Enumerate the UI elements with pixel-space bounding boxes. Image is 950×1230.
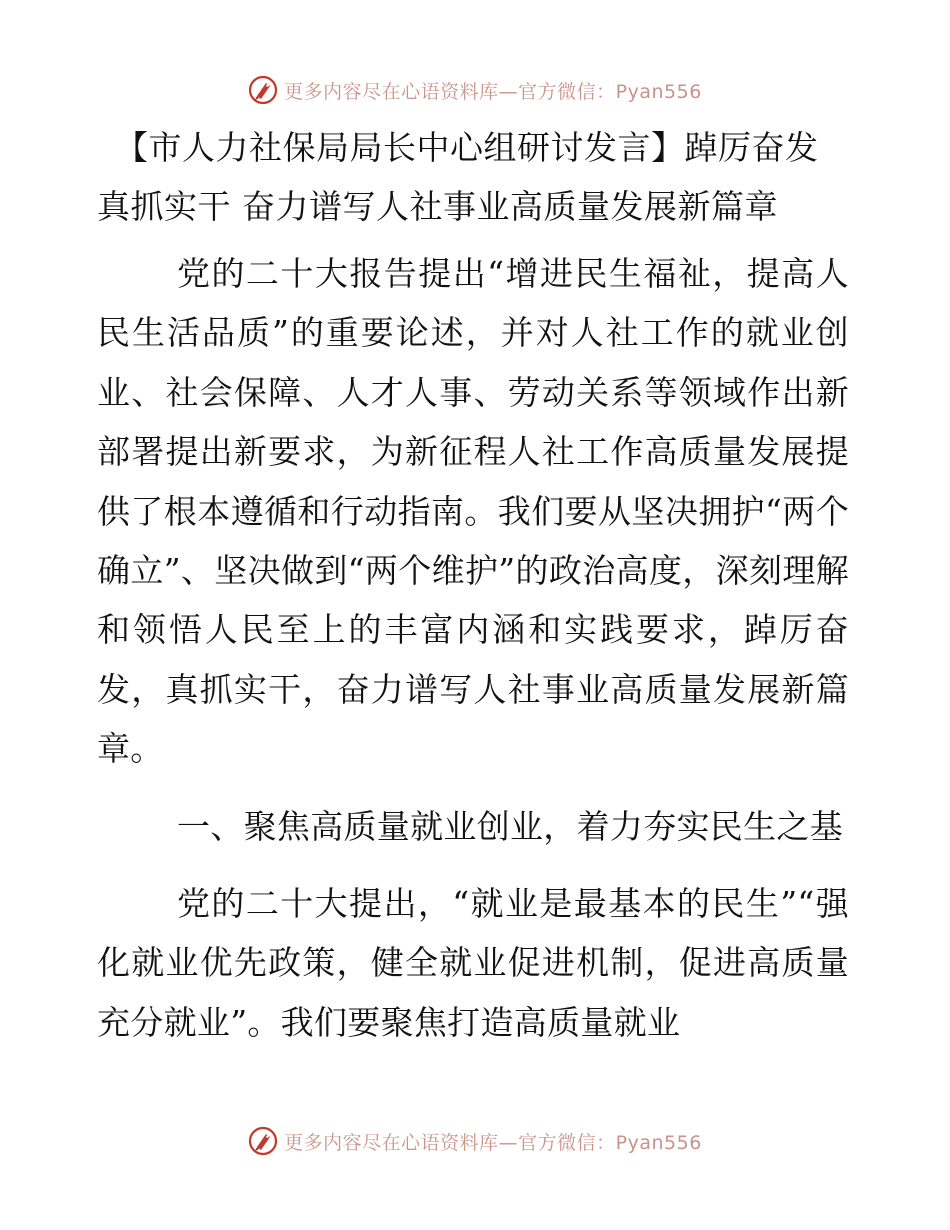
title-line-1: 【市人力社保局局长中心组研讨发言】踔厉奋发: [115, 128, 819, 167]
watermark-text: 更多内容尽在心语资料库—官方微信：Pyan556: [284, 1131, 702, 1154]
paragraph-intro: 党的二十大报告提出“增进民生福祉，提高人民生活品质”的重要论述，并对人社工作的就业创业、社会保障、人才人事、劳动关系等领域作出新部署提出新要求，为新征程人社工作高质量发展提供了根本遵循和行动指南。我们要从坚决拥护“两个确立”、坚决做到“两个维护”的政治高度，深刻理解和领悟人民至上的丰富内涵和实践要求，踔厉奋发，真抓实干，奋力谱写人社事业高质量发展新篇章。: [97, 254, 849, 769]
watermark-text: 更多内容尽在心语资料库—官方微信：Pyan556: [284, 80, 702, 103]
footer-watermark: [0, 1121, 950, 1161]
pen-nib-logo-icon: [248, 1126, 278, 1156]
paragraph-employment: 党的二十大提出，“就业是最基本的民生”“强化就业优先政策，健全就业促进机制，促进高质量充分就业”。我们要聚焦打造高质量就业: [97, 884, 849, 1042]
document-body: [97, 118, 849, 1070]
document-title: [97, 118, 849, 236]
header-watermark: [0, 70, 950, 110]
section-heading-1: 一、聚焦高质量就业创业，着力夯实民生之基: [177, 806, 843, 846]
title-line-2: 真抓实干 奋力谱写人社事业高质量发展新篇章: [97, 187, 778, 226]
pen-nib-logo-icon: [248, 75, 278, 105]
